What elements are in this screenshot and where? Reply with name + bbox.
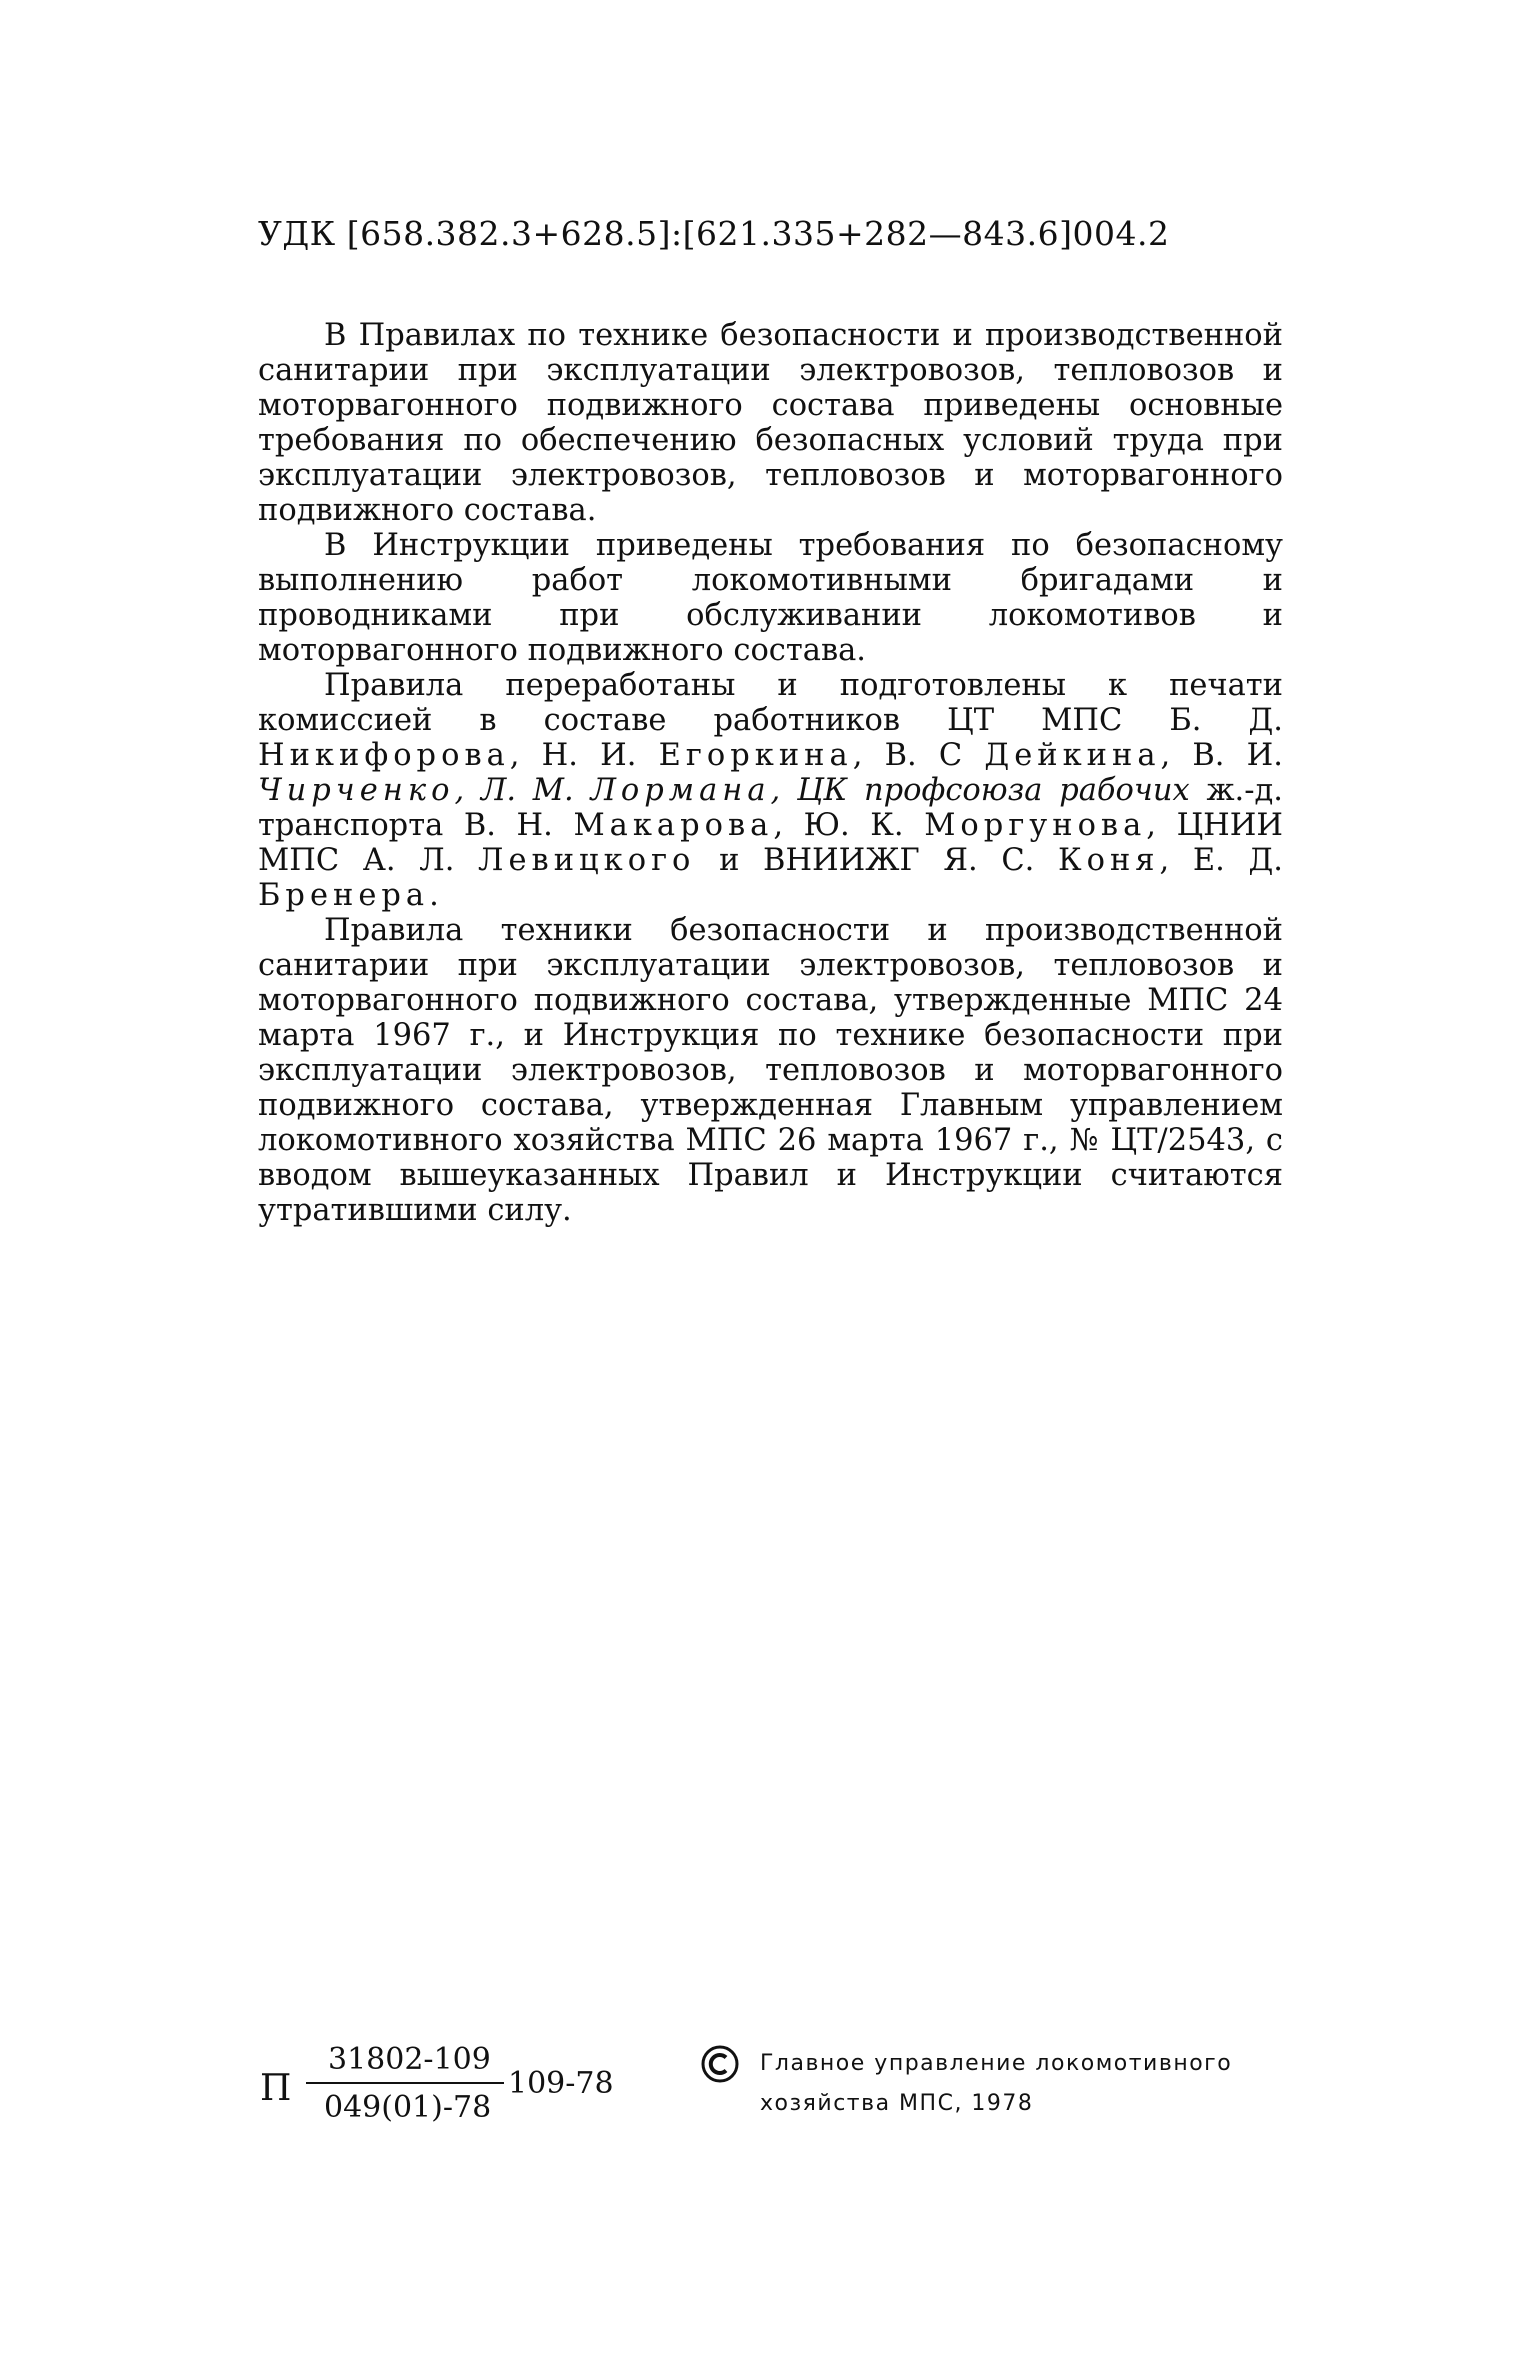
authors-text: . bbox=[429, 878, 439, 913]
authors-text: ж.-д. транспорта В. Н. bbox=[258, 773, 1283, 843]
authors-text: , ЦНИИ МПС А. Л. bbox=[258, 808, 1283, 878]
author-name: Чирченко bbox=[258, 773, 455, 808]
imprint-right-code: 109-78 bbox=[508, 2066, 614, 2101]
publisher-line: хозяйства МПС, 1978 bbox=[760, 2091, 1034, 2116]
authors-text: , В. И. bbox=[1160, 738, 1283, 773]
authors-text: и ВНИИЖГ Я. С. bbox=[695, 843, 1058, 878]
imprint-numerator: 31802-109 bbox=[328, 2042, 491, 2077]
imprint-code bbox=[256, 2042, 656, 2162]
paragraph-authors bbox=[258, 668, 1283, 913]
paragraph-instruction-summary: В Инструкции приведены требования по безопасному выполнению работ локомотивными бригадами и проводниками при обслуживании локомотивов и моторвагонного подвижного состава. bbox=[258, 528, 1283, 668]
imprint-letter: П bbox=[260, 2068, 292, 2109]
author-name: Макарова bbox=[573, 808, 774, 843]
author-name: Моргунова bbox=[924, 808, 1147, 843]
fraction-line bbox=[306, 2082, 504, 2084]
publisher-info bbox=[760, 2044, 1232, 2124]
author-name: Дейкина bbox=[984, 738, 1161, 773]
document-body bbox=[258, 318, 1283, 1228]
authors-text: , В. С bbox=[852, 738, 985, 773]
author-name: Бренера bbox=[258, 878, 430, 913]
imprint-denominator: 049(01)-78 bbox=[324, 2090, 492, 2125]
authors-text: , Н. И. bbox=[509, 738, 659, 773]
copyright-block bbox=[700, 2044, 1320, 2134]
udk-code: УДК [658.382.3+628.5]:[621.335+282—843.6]004.2 bbox=[258, 214, 1170, 253]
author-name: Егоркина bbox=[658, 738, 853, 773]
author-name: Левицкого bbox=[478, 843, 696, 878]
paragraph-superseded: Правила техники безопасности и производственной санитарии при эксплуатации электровозов, тепловозов и моторвагонного подвижного состава, утвержденные МПС 24 марта 1967 г., и Инструкция по технике безопасности при эксплуатации электровозов, тепловозов и моторвагонного подвижного состава, утвержденная Главным управлением локомотивного хозяйства МПС 26 марта 1967 г., № ЦТ/2543, с вводом вышеуказанных Правил и Инструкции считаются утратившими силу. bbox=[258, 913, 1283, 1228]
author-name: Лормана bbox=[590, 773, 771, 808]
author-name: Никифорова bbox=[258, 738, 510, 773]
publisher-line: Главное управление локомотивного bbox=[760, 2051, 1233, 2076]
authors-text: , Е. Д. bbox=[1159, 843, 1283, 878]
authors-text: Правила переработаны и подготовлены к печати комиссией в составе работников ЦТ МПС Б. Д. bbox=[258, 668, 1283, 738]
paragraph-rules-summary: В Правилах по технике безопасности и производственной санитарии при эксплуатации электровозов, тепловозов и моторвагонного подвижного состава приведены основные требования по обеспечению безопасных условий труда при эксплуатации электровозов, тепловозов и моторвагонного подвижного состава. bbox=[258, 318, 1283, 528]
authors-text: , Л. М. bbox=[454, 773, 591, 808]
copyright-icon bbox=[700, 2044, 740, 2084]
authors-text: , Ю. К. bbox=[773, 808, 925, 843]
authors-text: , ЦК профсоюза рабочих bbox=[770, 773, 1190, 808]
author-name: Коня bbox=[1058, 843, 1160, 878]
